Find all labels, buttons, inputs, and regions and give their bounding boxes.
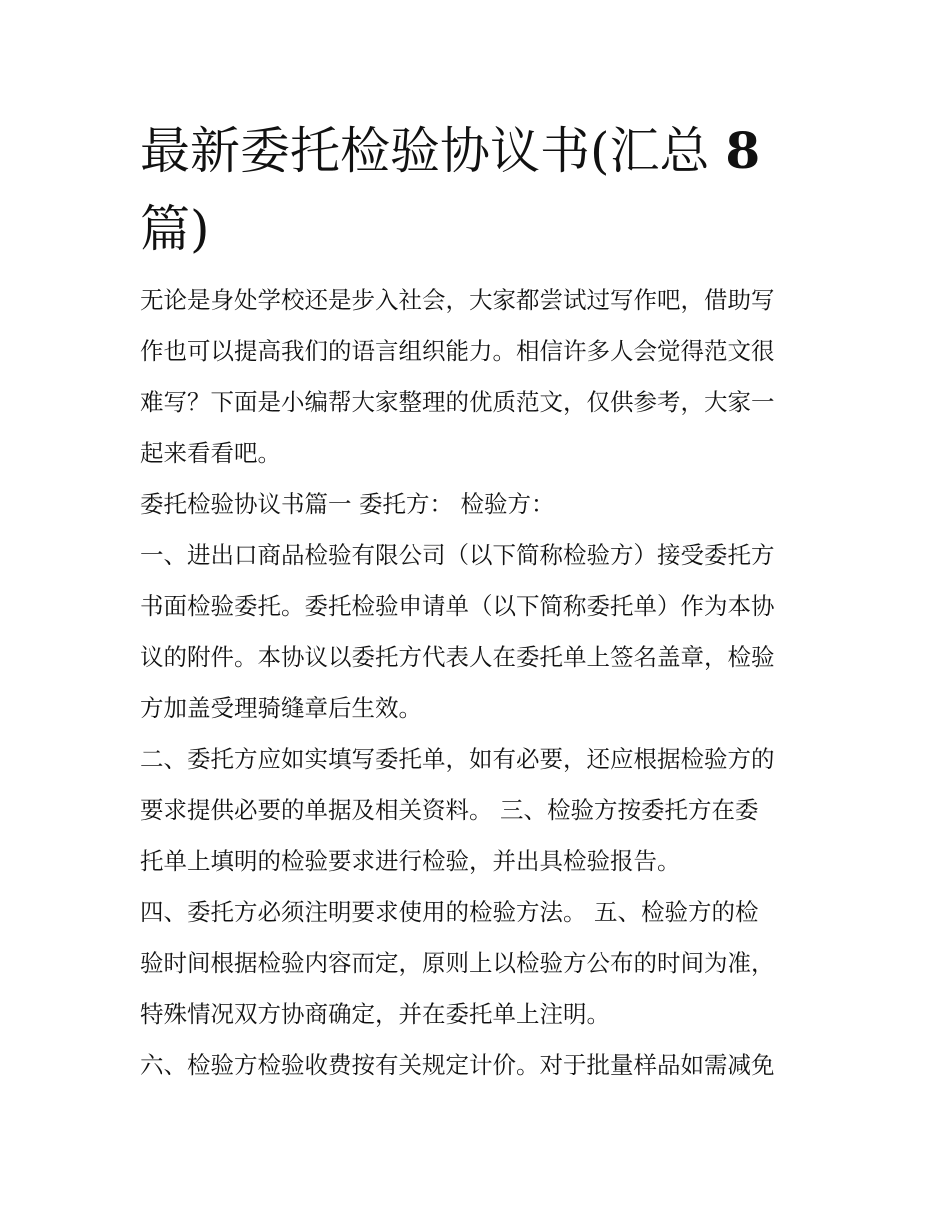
text-line: 验时间根据检验内容而定，原则上以检验方公布的时间为准， bbox=[140, 949, 775, 977]
text-line: 托单上填明的检验要求进行检验，并出具检验报告。 bbox=[140, 847, 681, 875]
title-line-2: 篇) bbox=[140, 200, 210, 258]
paragraph-clause-1 bbox=[140, 530, 812, 734]
paragraph-clause-4-5 bbox=[140, 887, 812, 1040]
text-line: 无论是身处学校还是步入社会，大家都尝试过写作吧，借助写 bbox=[140, 286, 775, 314]
text-line: 四、委托方必须注明要求使用的检验方法。 五、检验方的检 bbox=[140, 898, 759, 926]
text-line: 难写？下面是小编帮大家整理的优质范文，仅供参考，大家一 bbox=[140, 388, 775, 416]
text-line: 书面检验委托。委托检验申请单（以下简称委托单）作为本协 bbox=[140, 592, 775, 620]
text-line: 六、检验方检验收费按有关规定计价。对于批量样品如需减免 bbox=[140, 1051, 775, 1079]
paragraph-clause-6 bbox=[140, 1040, 812, 1091]
paragraph-clause-2-3 bbox=[140, 734, 812, 887]
text-line: 方加盖受理骑缝章后生效。 bbox=[140, 694, 422, 722]
paragraph-intro bbox=[140, 275, 812, 479]
text-line: 起来看看吧。 bbox=[140, 439, 281, 467]
title-number: 8 bbox=[725, 121, 761, 180]
title-text: 最新委托检验协议书(汇总 bbox=[140, 122, 710, 180]
text-line: 委托检验协议书篇一 委托方： 检验方： bbox=[140, 490, 555, 518]
text-line: 特殊情况双方协商确定，并在委托单上注明。 bbox=[140, 1000, 610, 1028]
document-body bbox=[140, 275, 812, 1091]
text-line: 二、委托方应如实填写委托单，如有必要，还应根据检验方的 bbox=[140, 745, 775, 773]
document-title bbox=[140, 112, 820, 268]
text-line: 要求提供必要的单据及相关资料。 三、检验方按委托方在委 bbox=[140, 796, 759, 824]
text-line: 议的附件。本协议以委托方代表人在委托单上签名盖章，检验 bbox=[140, 643, 775, 671]
text-line: 一、进出口商品检验有限公司（以下简称检验方）接受委托方 bbox=[140, 541, 775, 569]
paragraph-section-heading bbox=[140, 479, 812, 530]
text-line: 作也可以提高我们的语言组织能力。相信许多人会觉得范文很 bbox=[140, 337, 775, 365]
title-line-1 bbox=[140, 122, 760, 180]
